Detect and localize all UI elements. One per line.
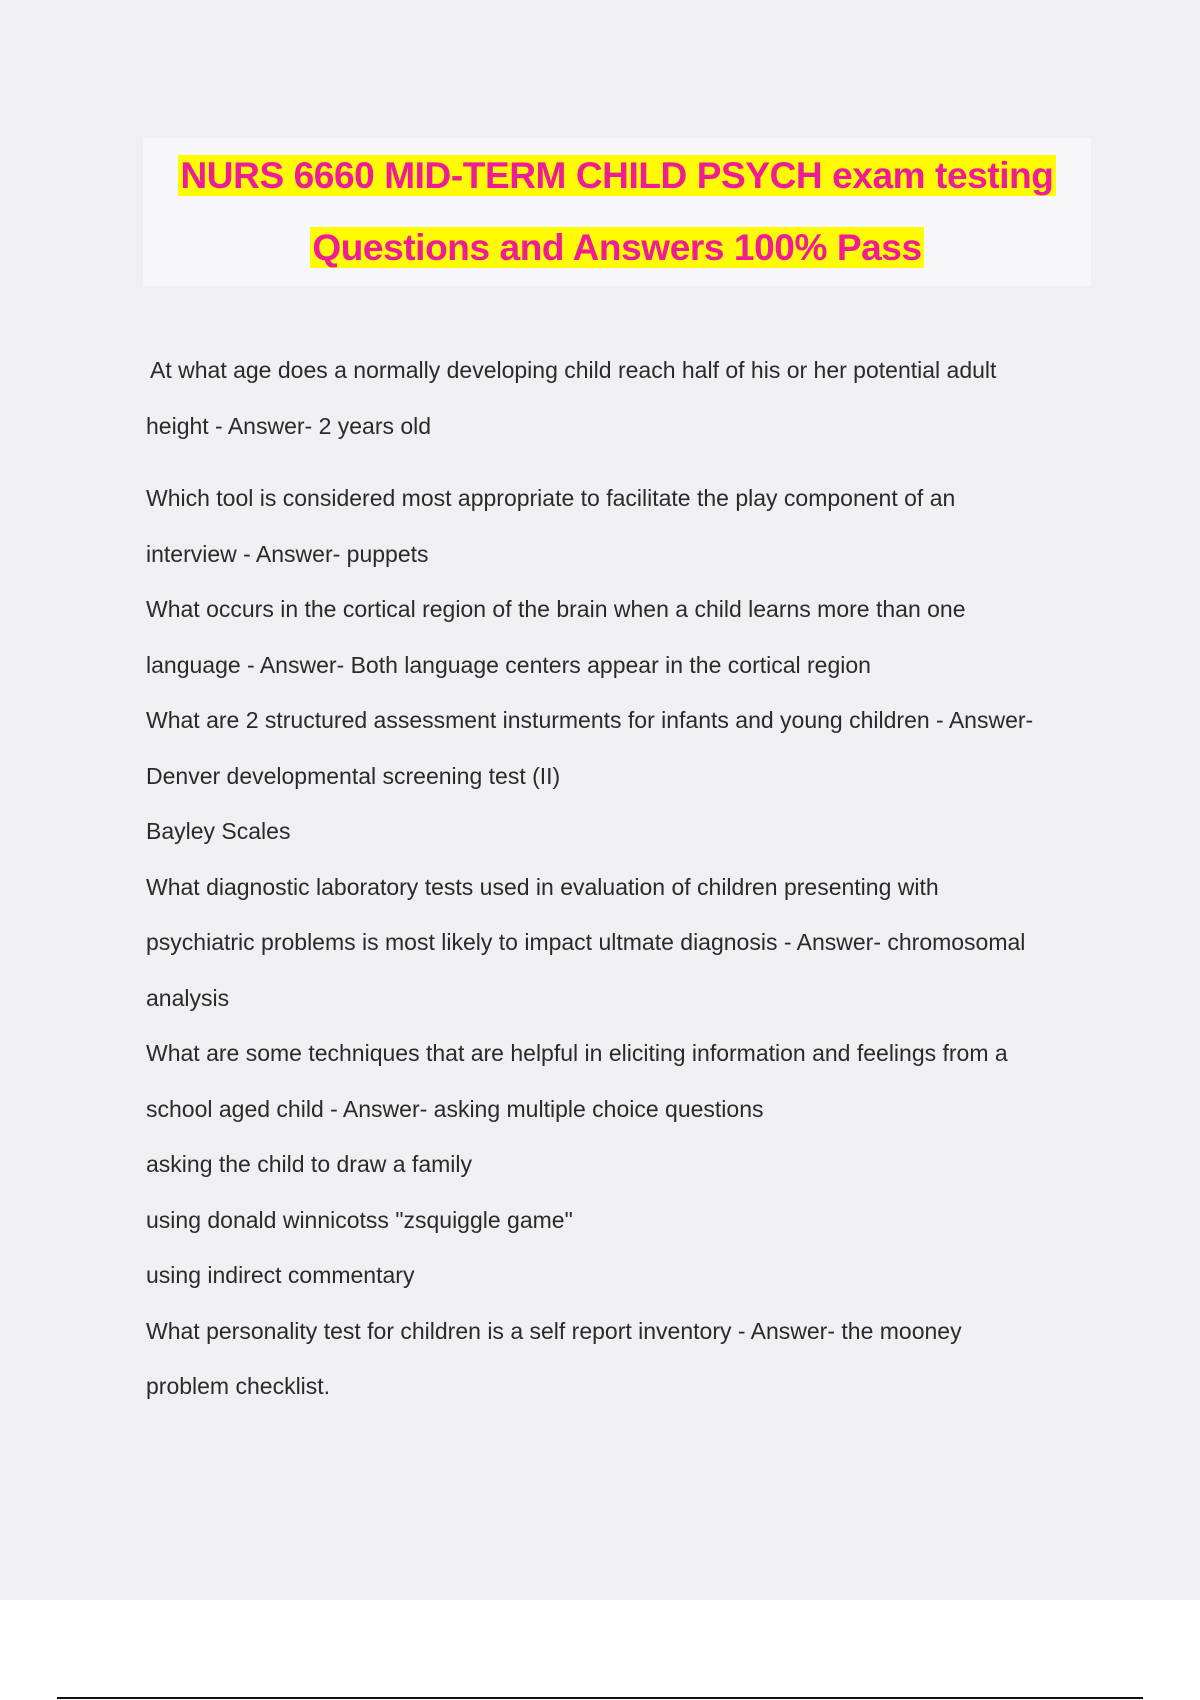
qa-line: using donald winnicotss "zsquiggle game" (146, 1206, 573, 1233)
qa-line: At what age does a normally developing child reach half of his or her potential adult (150, 357, 997, 383)
qa-line: What occurs in the cortical region of the brain when a child learns more than one (146, 596, 966, 622)
qa-line: using indirect commentary (146, 1262, 415, 1288)
qa-line: What are some techniques that are helpful in eliciting information and feelings from a (146, 1040, 1008, 1066)
page-divider (57, 1697, 1143, 1699)
qa-line: What are 2 structured assessment insturments for infants and young children - Answer- (146, 707, 1034, 733)
qa-line: asking the child to draw a family (146, 1151, 472, 1177)
qa-line: interview - Answer- puppets (146, 540, 429, 567)
document-title (143, 140, 1091, 284)
qa-line: Bayley Scales (146, 818, 291, 844)
qa-line: height - Answer- 2 years old (146, 412, 432, 439)
qa-body (146, 350, 1086, 1422)
qa-line: What diagnostic laboratory tests used in evaluation of children presenting with (146, 873, 939, 900)
qa-line: What personality test for children is a self report inventory - Answer- the mooney (146, 1317, 962, 1344)
qa-line: analysis (146, 984, 230, 1011)
title-line-2: Questions and Answers 100% Pass (312, 227, 922, 268)
qa-line: school aged child - Answer- asking multiple choice questions (146, 1095, 764, 1122)
qa-line: psychiatric problems is most likely to impact ultmate diagnosis - Answer- chromosomal (146, 929, 1026, 955)
qa-line: problem checklist. (146, 1373, 331, 1399)
qa-line: language - Answer- Both language centers appear in the cortical region (146, 651, 871, 678)
qa-line: Which tool is considered most appropriate to facilitate the play component of an (146, 485, 956, 511)
qa-line: Denver developmental screening test (II) (146, 762, 561, 789)
title-line-1: NURS 6660 MID-TERM CHILD PSYCH exam testing (180, 155, 1054, 196)
